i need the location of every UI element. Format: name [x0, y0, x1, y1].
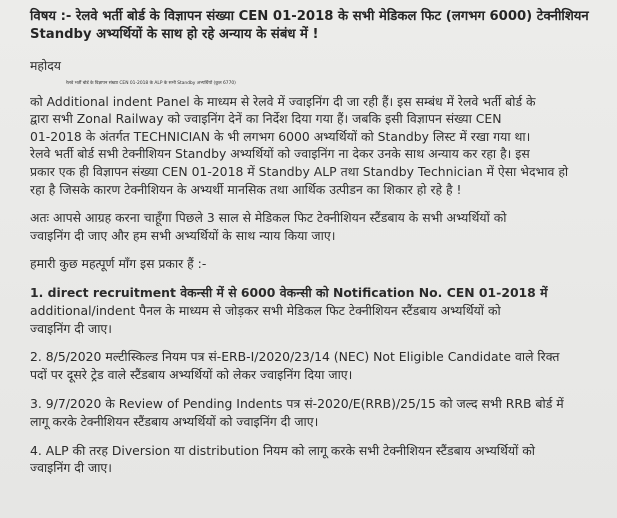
demand-line: additional/indent पैनल के माध्यम से जोड़कर सभी मेडिकल फिट टेक्नीशियन स्टैंडबाय अभ्यर्थियों को — [30, 302, 501, 318]
demand-item-1 — [30, 284, 595, 337]
salutation: महोदय — [30, 58, 61, 73]
demand-line: 3. 9/7/2020 के Review of Pending Indents पत्र सं-2020/E(RRB)/25/15 को जल्द सभी RRB बोर्ड में — [30, 395, 564, 411]
demand-line: ज्वाइनिंग दी जाए। — [30, 320, 112, 336]
request-paragraph — [30, 209, 595, 244]
body-paragraph — [30, 75, 595, 198]
body-line: को Additional indent Panel के माध्यम से रेलवे में ज्वाइनिंग दी जा रही हैं। इस सम्बंध में रेलवे भर्ती बोर्ड के — [30, 93, 536, 109]
demand-line: 1. direct recruitment वेकन्सी में से 6000 वेकन्सी को Notification No. CEN 01-2018 में — [30, 284, 548, 300]
body-line: रहा है जिसके कारण टेक्नीशियन के अभ्यर्थी मानसिक तथा आर्थिक उत्पीडन का शिकार हो रहे है ! — [30, 181, 462, 197]
demands-heading: हमारी कुछ महत्पूर्ण माँग इस प्रकार हैं :- — [30, 256, 207, 272]
demand-line: 2. 8/5/2020 मल्टीस्किल्ड नियम पत्र सं-ERB-I/2020/23/14 (NEC) Not Eligible Candidate वाले रिक्त — [30, 349, 560, 365]
subject-line: विषय :- रेलवे भर्ती बोर्ड के विज्ञापन संख्या CEN 01-2018 के सभी मेडिकल फिट (लगभग 6000) टेक्नीशियन — [30, 9, 589, 24]
body-line: प्रकार एक ही विज्ञापन संख्या CEN 01-2018 में Standby ALP तथा Standby Technician में ऐसा भेदभाव हो — [30, 163, 569, 179]
request-line: अतः आपसे आग्रह करना चाहूँगा पिछले 3 साल से मेडिकल फिट टेक्नीशियन स्टैंडबाय के सभी अभ्यर्थियों को — [30, 210, 507, 226]
subject-line: Standby अभ्यर्थियों के साथ हो रहे अन्याय के संबंध में ! — [30, 27, 319, 42]
body-line: रेलवे भर्ती बोर्ड के विज्ञापन संख्या CEN 01-2018 के ALP के सभी Standby अभ्यर्थियों (कुल 6770) — [66, 81, 236, 86]
demand-item-3 — [30, 395, 595, 431]
body-line: रेलवे भर्ती बोर्ड सभी टेक्नीशियन Standby अभ्यर्थियों को ज्वाइनिंग ना देकर उनके साथ अन्याय कर रहा है। इस — [30, 146, 530, 162]
demand-item-2 — [30, 348, 595, 384]
request-line: ज्वाइनिंग दी जाए और हम सभी अभ्यर्थियों के साथ न्याय किया जाए। — [30, 227, 336, 243]
demand-line: 4. ALP की तरह Diversion या distribution नियम को लागू करके सभी टेक्नीशियन स्टैंडबाय अभ्यर्थियों को — [30, 442, 535, 458]
demand-item-4 — [30, 442, 595, 478]
demand-line: पदों पर दूसरे ट्रेड वाले स्टैंडबाय अभ्यर्थियों को लेकर ज्वाइनिंग दिया जाए। — [30, 367, 353, 383]
demand-line: लागू करके टेक्नीशियन स्टैंडबाय अभ्यर्थियों को ज्वाइनिंग दी जाए। — [30, 413, 319, 429]
body-line: द्वारा सभी Zonal Railway को ज्वाइनिंग देनें का निर्देश दिया गया हैं। जबकि इसी विज्ञापन संख्या CEN — [30, 111, 502, 127]
body-line: 01-2018 के अंतर्गत TECHNICIAN के भी लगभग 6000 अभ्यर्थियों को Standby लिस्ट में रखा गया था। — [30, 128, 531, 144]
demand-line: ज्वाइनिंग दी जाए। — [30, 460, 112, 476]
subject-heading — [30, 8, 595, 44]
